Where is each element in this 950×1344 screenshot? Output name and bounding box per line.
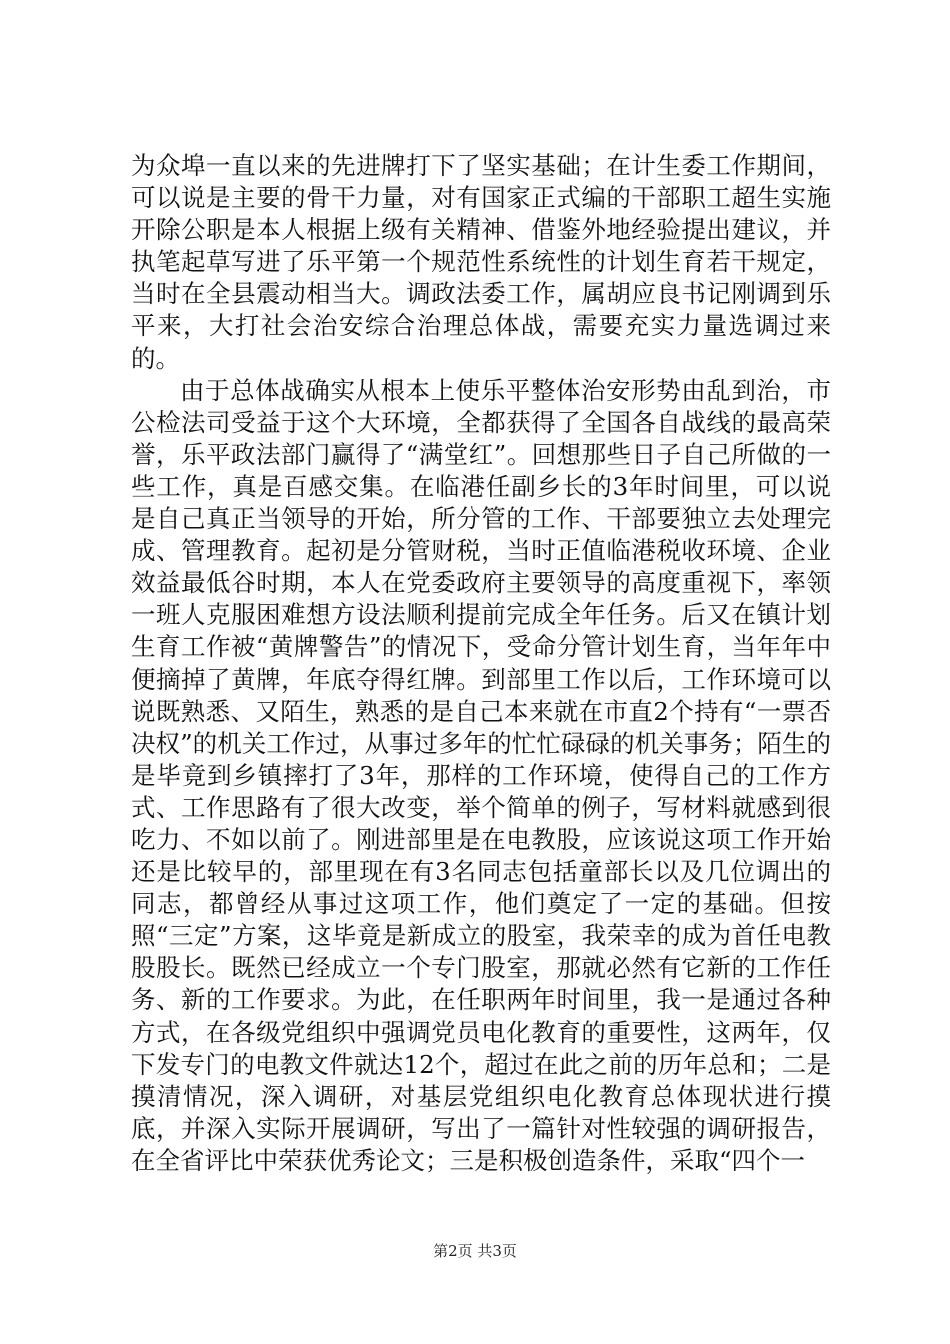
page-footer: 第2页 共3页 (433, 1242, 517, 1260)
document-body (131, 150, 831, 1177)
paragraph-2: 由于总体战确实从根本上使乐平整体治安形势由乱到治，市公检法司受益于这个大环境，全都获得了全国各自战线的最高荣誉，乐平政法部门赢得了“满堂红”。回想那些日子自己所做的一些工作，真是百感交集。在临港任副乡长的3年时间里，可以说是自己真正当领导的开始，所分管的工作、干部要独立去处理完成、管理教育。起初是分管财税，当时正值临港税收环境、企业效益最低谷时期，本人在党委政府主要领导的高度重视下，率领一班人克服困难想方设法顺利提前完成全年任务。后又在镇计划生育工作被“黄牌警告”的情况下，受命分管计划生育，当年年中便摘掉了黄牌，年底夺得红牌。到部里工作以后，工作环境可以说既熟悉、又陌生，熟悉的是自己本来就在市直2个持有“一票否决权”的机关工作过，从事过多年的忙忙碌碌的机关事务；陌生的是毕竟到乡镇摔打了3年，那样的工作环境，使得自己的工作方式、工作思路有了很大改变，举个简单的例子，写材料就感到很吃力、不如以前了。刚进部里是在电教股，应该说这项工作开始还是比较早的，部里现在有3名同志包括童部长以及几位调出的同志，都曾经从事过这项工作，他们奠定了一定的基础。但按照“三定”方案，这毕竟是新成立的股室，我荣幸的成为首任电教股股长。既然已经成立一个专门股室，那就必然有它新的工作任务、新的工作要求。为此，在任职两年时间里，我一是通过各种方式，在各级党组织中强调党员电化教育的重要性，这两年，仅下发专门的电教文件就达12个，超过在此之前的历年总和；二是摸清情况，深入调研，对基层党组织电化教育总体现状进行摸底，并深入实际开展调研，写出了一篇针对性较强的调研报告，在全省评比中荣获优秀论文；三是积极创造条件，采取“四个一 (131, 375, 831, 1175)
paragraph-1: 为众埠一直以来的先进牌打下了坚实基础；在计生委工作期间，可以说是主要的骨干力量，对有国家正式编的干部职工超生实施开除公职是本人根据上级有关精神、借鉴外地经验提出建议，并执笔起草写进了乐平第一个规范性系统性的计划生育若干规定，当时在全县震动相当大。调政法委工作，属胡应良书记刚调到乐平来，大打社会治安综合治理总体战，需要充实力量选调过来的。 (131, 151, 831, 373)
